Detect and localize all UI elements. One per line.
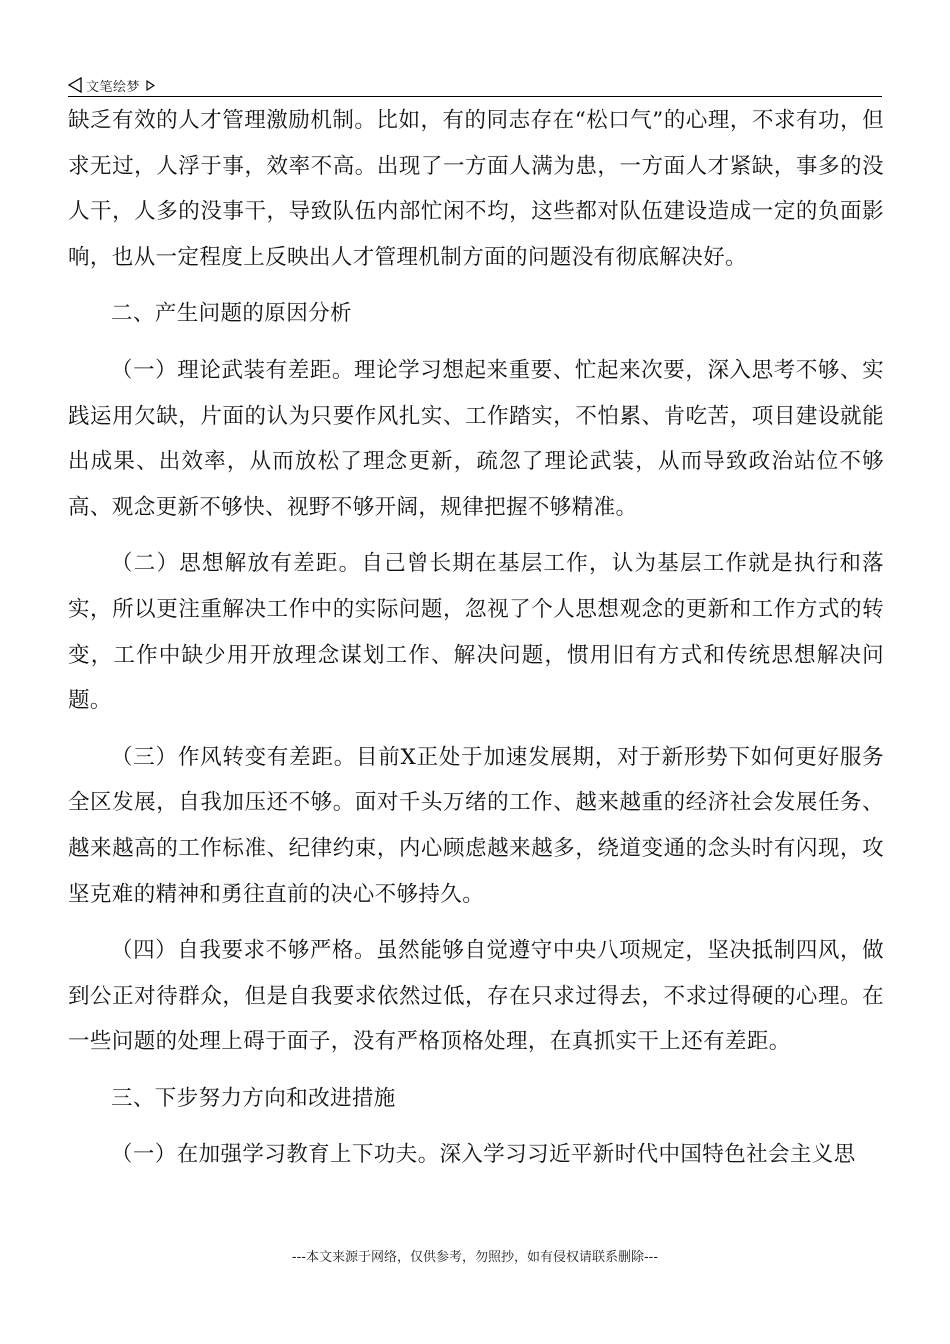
paragraph-theory: （一）理论武装有差距。理论学习想起来重要、忙起来次要，深入思考不够、实践运用欠缺，片面的认为只要作风扎实、工作踏实，不怕累、肯吃苦，项目建设就能出成果、出效率，从而放松了理念更新，疏忽了理论武装，从而导致政治站位不够高、观念更新不够快、视野不够开阔，规律把握不够精准。 xyxy=(68,357,884,520)
paragraph-continued: 缺乏有效的人才管理激励机制。比如，有的同志存在“松口气”的心理，不求有功，但求无过，人浮于事，效率不高。出现了一方面人满为患，一方面人才紧缺，事多的没人干，人多的没事干，导致队伍内部忙闲不均，这些都对队伍建设造成一定的负面影响，也从一定程度上反映出人才管理机制方面的问题没有彻底解决好。 xyxy=(68,108,884,270)
paragraph-self-discipline: （四）自我要求不够严格。虽然能够自觉遵守中央八项规定，坚决抵制四风，做到公正对待群众，但是自我要求依然过低，存在只求过得去，不求过得硬的心理。在一些问题的处理上碍于面子，没有严格顶格处理，在真抓实干上还有差距。 xyxy=(68,938,884,1055)
section-heading-2: 二、产生问题的原因分析 xyxy=(111,301,352,327)
page-footer: ---本文来源于网络，仅供参考，勿照抄，如有侵权请联系删除--- xyxy=(291,1250,659,1265)
section-heading-3: 三、下步努力方向和改进措施 xyxy=(111,1085,396,1111)
paragraph-study: （一）在加强学习教育上下功夫。深入学习习近平新时代中国特色社会主义思 xyxy=(111,1142,856,1168)
paragraph-style: （三）作风转变有差距。目前X正处于加速发展期，对于新形势下如何更好服务全区发展，自我加压还不够。面对千头万绪的工作、越来越重的经济社会发展任务、越来越高的工作标准、纪律约束，内心顾虑越来越多，绕道变通的念头时有闪现，攻坚克难的精神和勇往直前的决心不够持久。 xyxy=(68,744,884,907)
triangle-right-icon xyxy=(146,80,155,91)
header-brand: 文笔绘梦 xyxy=(86,79,141,95)
paragraph-thinking: （二）思想解放有差距。自己曾长期在基层工作，认为基层工作就是执行和落实，所以更注重解决工作中的实际问题，忽视了个人思想观念的更新和工作方式的转变，工作中缺少用开放理念谋划工作、解决问题，惯用旧有方式和传统思想解决问题。 xyxy=(68,551,884,714)
triangle-left-icon xyxy=(68,77,82,93)
document-header xyxy=(68,74,882,97)
document-body xyxy=(68,98,884,1178)
